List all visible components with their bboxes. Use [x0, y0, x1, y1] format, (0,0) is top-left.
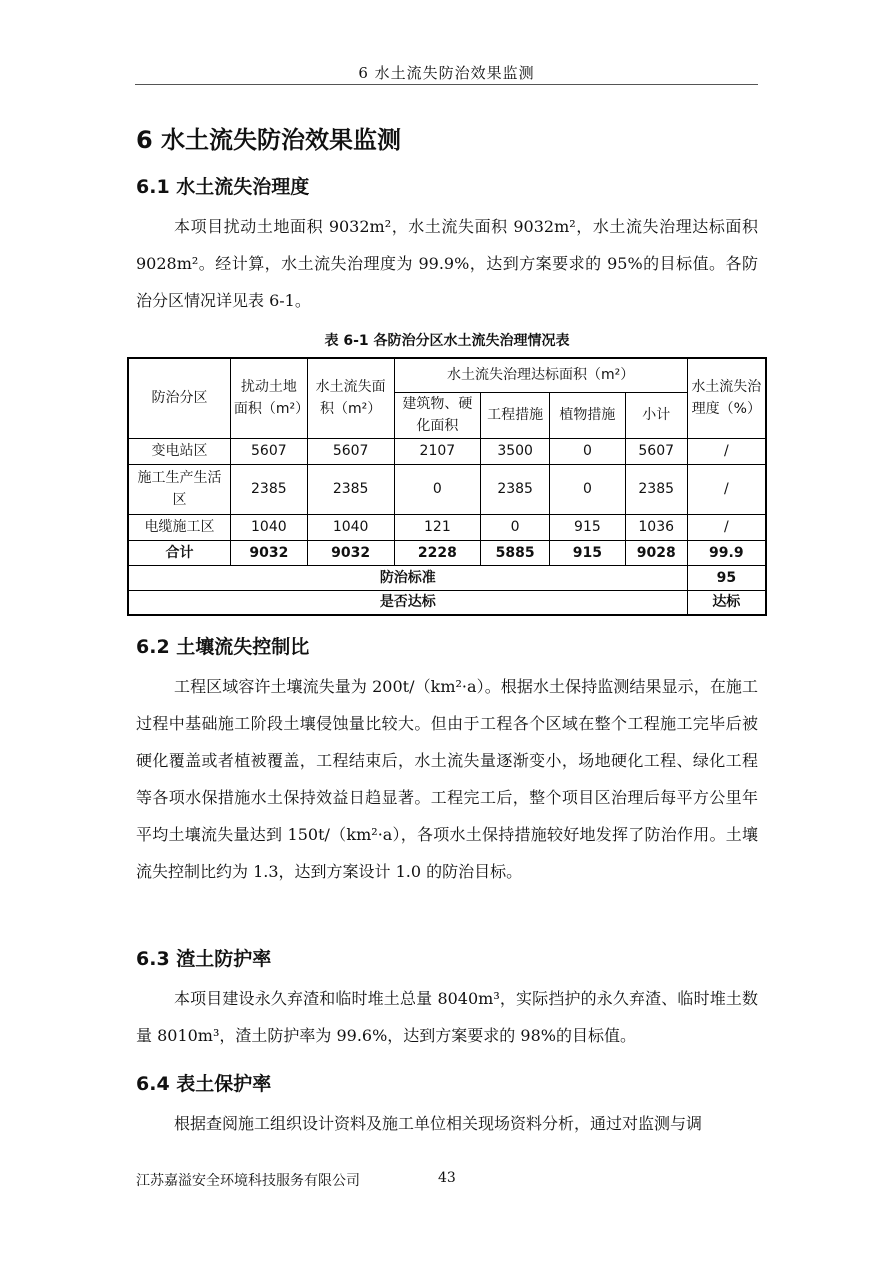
- cell: 电缆施工区: [128, 514, 230, 540]
- cell: 1040: [307, 514, 394, 540]
- cell: 1040: [230, 514, 307, 540]
- cell: 9032: [307, 540, 394, 565]
- header-treatment-degree: 水土流失治理度（%）: [687, 358, 766, 438]
- section-6-4-title: 6.4 表土保护率: [136, 1073, 272, 1095]
- header-engineering: 工程措施: [481, 392, 550, 438]
- cell: 5607: [307, 438, 394, 464]
- cell: 0: [550, 438, 626, 464]
- cell: 5885: [481, 540, 550, 565]
- standard-row: [128, 565, 766, 590]
- table-row: [128, 464, 766, 514]
- treatment-table: [127, 357, 767, 616]
- table-caption: 表 6-1 各防治分区水土流失治理情况表: [324, 333, 570, 349]
- cell: 2107: [394, 438, 481, 464]
- cell: 3500: [481, 438, 550, 464]
- header-loss-area: 水土流失面积（m²）: [307, 358, 394, 438]
- cell: 2385: [230, 464, 307, 514]
- cell: /: [687, 438, 766, 464]
- cell: 施工生产生活区: [128, 464, 230, 514]
- header-building: 建筑物、硬化面积: [394, 392, 481, 438]
- header-divider: [135, 84, 758, 85]
- header-treated-area: 水土流失治理达标面积（m²）: [394, 358, 687, 392]
- cell: 5607: [230, 438, 307, 464]
- cell: 2385: [307, 464, 394, 514]
- cell: 2385: [625, 464, 687, 514]
- section-6-2-title: 6.2 土壤流失控制比: [136, 636, 310, 658]
- cell: /: [687, 514, 766, 540]
- standard-value: 95: [687, 565, 766, 590]
- table-row: [128, 438, 766, 464]
- total-row: [128, 540, 766, 565]
- section-6-1-title: 6.1 水土流失治理度: [136, 176, 310, 198]
- chapter-title: 6 水土流失防治效果监测: [136, 126, 402, 154]
- section-6-1-paragraph: 本项目扰动土地面积 9032m²，水土流失面积 9032m²，水土流失治理达标面积 9028m²。经计算，水土流失治理度为 99.9%，达到方案要求的 95%的目标值。各防治分区情况详见表 6-1。: [136, 217, 758, 310]
- cell: 2385: [481, 464, 550, 514]
- cell: 915: [550, 540, 626, 565]
- cell: 99.9: [687, 540, 766, 565]
- cell: 0: [481, 514, 550, 540]
- cell: 1036: [625, 514, 687, 540]
- cell: 9032: [230, 540, 307, 565]
- standard-label: 防治标准: [128, 565, 687, 590]
- compliance-value: 达标: [687, 590, 766, 615]
- section-6-4-paragraph: 根据查阅施工组织设计资料及施工单位相关现场资料分析，通过对监测与调: [174, 1114, 703, 1133]
- section-6-2-paragraph: 工程区域容许土壤流失量为 200t/（km²·a）。根据水土保持监测结果显示，在施工过程中基础施工阶段土壤侵蚀量比较大。但由于工程各个区域在整个工程施工完毕后被硬化覆盖或者植被覆盖，工程结束后，水土流失量逐渐变小，场地硬化工程、绿化工程等各项水保措施水土保持效益日趋显著。工程完工后，整个项目区治理后每平方公里年平均土壤流失量达到 150t/（km²·a），各项水土保持措施较好地发挥了防治作用。土壤流失控制比约为 1.3，达到方案设计 1.0 的防治目标。: [136, 677, 758, 881]
- header-zone: 防治分区: [128, 358, 230, 438]
- header-vegetation: 植物措施: [550, 392, 626, 438]
- section-6-3-title: 6.3 渣土防护率: [136, 948, 272, 970]
- header-disturbed-area: 扰动土地面积（m²）: [230, 358, 307, 438]
- cell: 2228: [394, 540, 481, 565]
- footer-company: 江苏嘉溢安全环境科技服务有限公司: [136, 1173, 360, 1189]
- cell: 变电站区: [128, 438, 230, 464]
- compliance-label: 是否达标: [128, 590, 687, 615]
- cell: 合计: [128, 540, 230, 565]
- cell: 915: [550, 514, 626, 540]
- cell: 0: [394, 464, 481, 514]
- running-header: 6 水土流失防治效果监测: [358, 64, 535, 82]
- compliance-row: [128, 590, 766, 615]
- page-number: 43: [438, 1170, 456, 1186]
- cell: /: [687, 464, 766, 514]
- cell: 121: [394, 514, 481, 540]
- table-row: [128, 514, 766, 540]
- cell: 5607: [625, 438, 687, 464]
- cell: 9028: [625, 540, 687, 565]
- header-subtotal: 小计: [625, 392, 687, 438]
- cell: 0: [550, 464, 626, 514]
- section-6-3-paragraph: 本项目建设永久弃渣和临时堆土总量 8040m³，实际挡护的永久弃渣、临时堆土数量 8010m³，渣土防护率为 99.6%，达到方案要求的 98%的目标值。: [136, 989, 758, 1045]
